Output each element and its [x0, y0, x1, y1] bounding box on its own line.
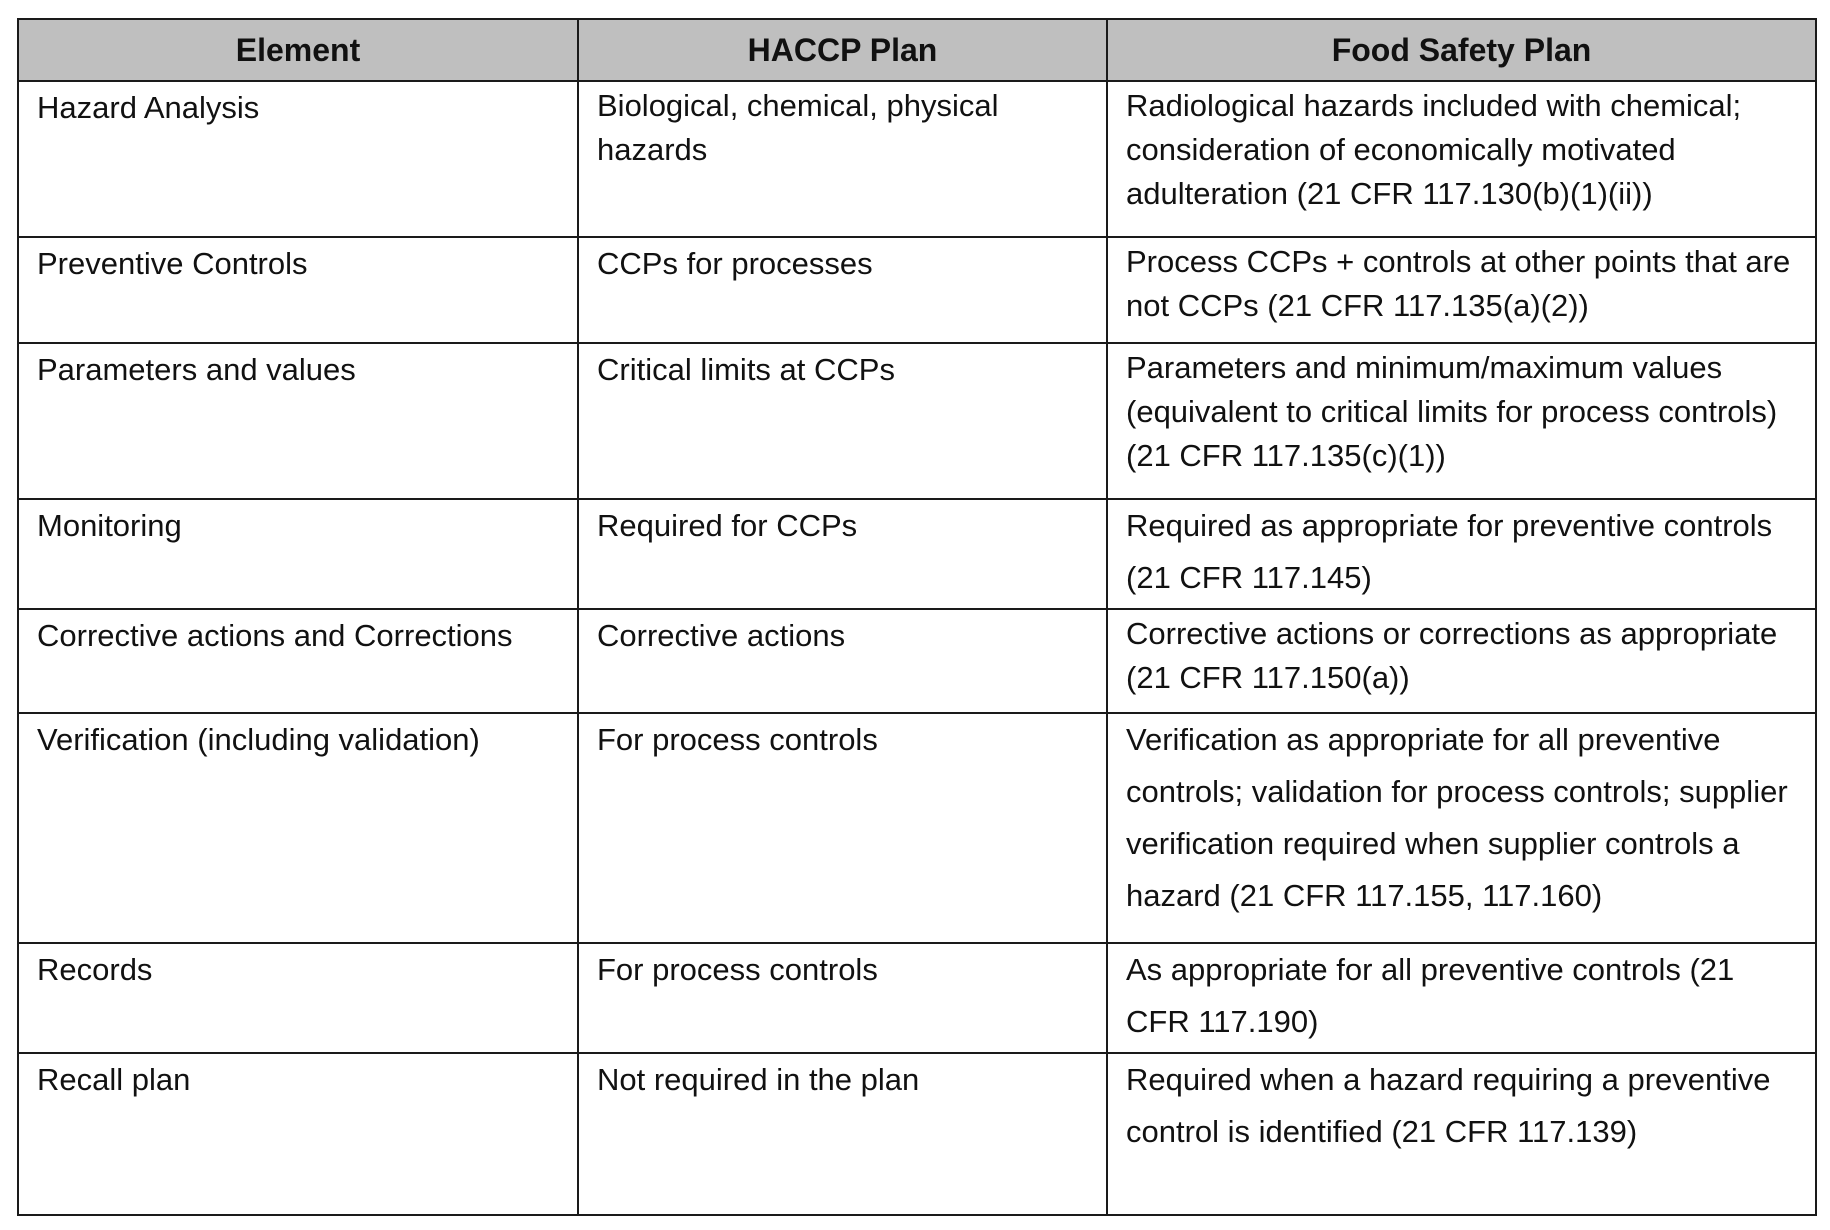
cell-text: Biological, chemical, physical hazards — [597, 88, 999, 167]
table-header — [18, 19, 1816, 81]
cell-text: Critical limits at CCPs — [597, 352, 895, 387]
cell-fsp — [1107, 81, 1816, 237]
cell-fsp — [1107, 1053, 1816, 1215]
cell-text: Corrective actions — [597, 618, 846, 653]
cell-text: Parameters and minimum/maximum values (equivalent to critical limits for process controls) (21 CFR 117.135(c)(1)) — [1126, 350, 1778, 473]
cell-element — [18, 943, 578, 1053]
table-row — [18, 713, 1816, 943]
cell-fsp — [1107, 609, 1816, 713]
cell-text: Required as appropriate for preventive controls (21 CFR 117.145) — [1126, 508, 1773, 595]
header-row — [18, 19, 1816, 81]
cell-haccp — [578, 943, 1107, 1053]
cell-text: Required for CCPs — [597, 508, 858, 543]
cell-element — [18, 713, 578, 943]
cell-fsp — [1107, 499, 1816, 609]
cell-text: Preventive Controls — [37, 246, 308, 281]
cell-text: As appropriate for all preventive controls (21 CFR 117.190) — [1126, 952, 1735, 1039]
header-food-safety-plan: Food Safety Plan — [1107, 19, 1816, 81]
cell-haccp — [578, 499, 1107, 609]
cell-element — [18, 81, 578, 237]
table-row — [18, 609, 1816, 713]
table-row — [18, 943, 1816, 1053]
cell-fsp — [1107, 943, 1816, 1053]
table-row — [18, 237, 1816, 343]
cell-element — [18, 343, 578, 499]
cell-haccp — [578, 343, 1107, 499]
cell-haccp — [578, 713, 1107, 943]
cell-text: Hazard Analysis — [37, 90, 260, 125]
cell-element — [18, 609, 578, 713]
cell-text: Corrective actions and Corrections — [37, 618, 513, 653]
table-body — [18, 81, 1816, 1215]
table-row — [18, 81, 1816, 237]
table-row — [18, 499, 1816, 609]
header-element: Element — [18, 19, 578, 81]
cell-text: Monitoring — [37, 508, 182, 543]
comparison-table — [17, 18, 1817, 1216]
cell-text: Recall plan — [37, 1062, 191, 1097]
cell-fsp — [1107, 343, 1816, 499]
cell-text: Radiological hazards included with chemical; consideration of economically motivated adulteration (21 CFR 117.130(b)(1)(ii)) — [1126, 88, 1742, 211]
cell-text: For process controls — [597, 952, 878, 987]
cell-haccp — [578, 609, 1107, 713]
table-row — [18, 343, 1816, 499]
cell-text: Not required in the plan — [597, 1062, 920, 1097]
table-row — [18, 1053, 1816, 1215]
cell-fsp — [1107, 713, 1816, 943]
cell-haccp — [578, 1053, 1107, 1215]
cell-text: For process controls — [597, 722, 878, 757]
cell-fsp — [1107, 237, 1816, 343]
cell-text: Corrective actions or corrections as appropriate (21 CFR 117.150(a)) — [1126, 616, 1778, 695]
cell-text: Required when a hazard requiring a preventive control is identified (21 CFR 117.139) — [1126, 1062, 1771, 1149]
cell-element — [18, 1053, 578, 1215]
cell-text: Verification as appropriate for all preventive controls; validation for process controls; supplier verification required when supplier controls a hazard (21 CFR 117.155, 117.160) — [1126, 722, 1788, 913]
cell-haccp — [578, 237, 1107, 343]
cell-text: CCPs for processes — [597, 246, 873, 281]
cell-text: Verification (including validation) — [37, 722, 480, 757]
cell-element — [18, 237, 578, 343]
cell-text: Parameters and values — [37, 352, 356, 387]
cell-text: Process CCPs + controls at other points that are not CCPs (21 CFR 117.135(a)(2)) — [1126, 244, 1791, 323]
header-haccp-plan: HACCP Plan — [578, 19, 1107, 81]
cell-element — [18, 499, 578, 609]
cell-text: Records — [37, 952, 153, 987]
cell-haccp — [578, 81, 1107, 237]
